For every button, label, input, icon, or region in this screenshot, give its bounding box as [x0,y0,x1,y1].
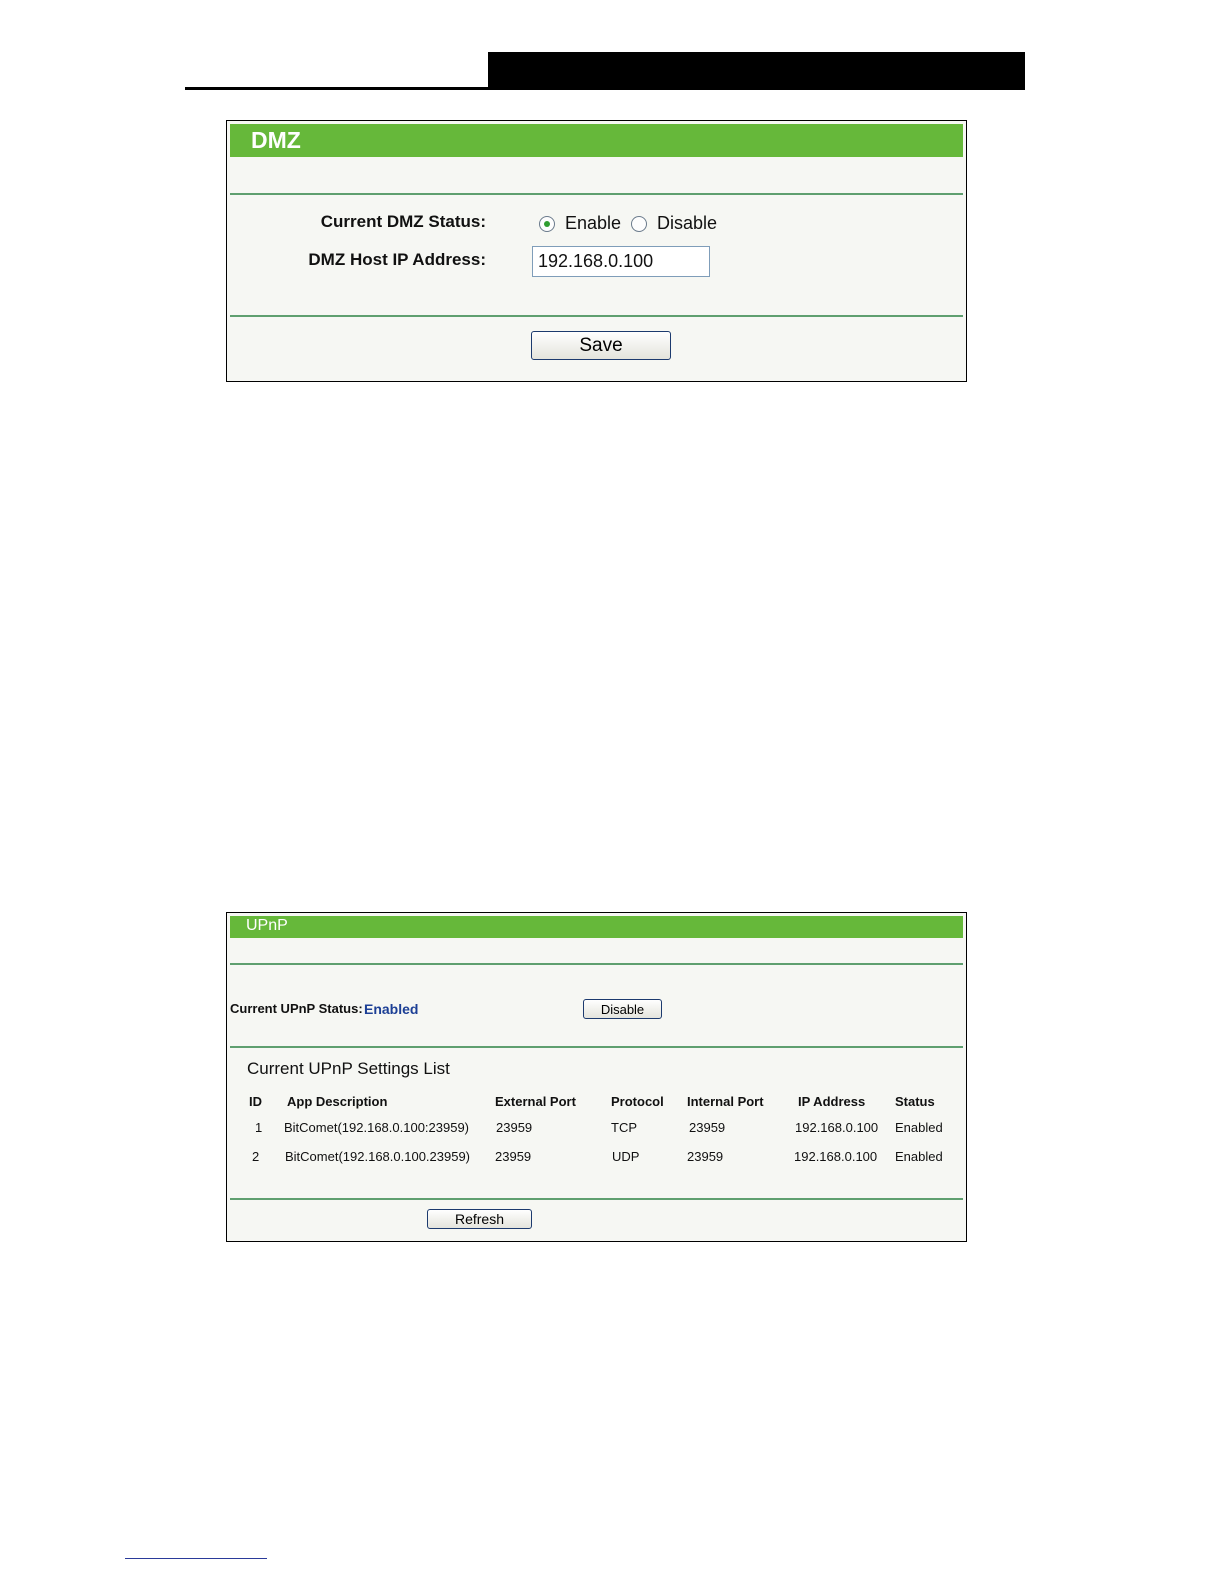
upnp-title: UPnP [246,917,288,934]
divider [230,315,963,317]
column-header-external-port: External Port [495,1094,576,1109]
cell-ip-address: 192.168.0.100 [795,1120,879,1135]
cell-external-port: 23959 [495,1149,532,1164]
column-header-app-description: App Description [287,1094,388,1109]
cell-external-port: 23959 [496,1120,533,1135]
cell-id: 1 [255,1120,263,1135]
column-header-internal-port: Internal Port [687,1094,764,1109]
dmz-title-bar [230,124,963,157]
enable-radio[interactable] [539,216,555,232]
page-header-rule [185,87,1025,90]
dmz-host-ip-label: DMZ Host IP Address: [308,250,486,269]
disable-radio[interactable] [631,216,647,232]
column-header-ip-address: IP Address [798,1094,866,1109]
cell-status: Enabled [895,1149,943,1164]
upnp-disable-button[interactable]: Disable [583,999,662,1019]
cell-internal-port: 23959 [687,1149,724,1164]
enable-radio-label[interactable]: Enable [565,213,622,233]
column-header-id: ID [249,1094,262,1109]
cell-ip-address: 192.168.0.100 [794,1149,878,1164]
cell-internal-port: 23959 [689,1120,726,1135]
cell-protocol: UDP [612,1149,640,1164]
upnp-panel [226,912,967,1242]
divider [230,193,963,195]
divider [230,1046,963,1048]
footer-link-underline [125,1558,267,1559]
divider [230,963,963,965]
upnp-status-label: Current UPnP Status: [230,1001,363,1016]
column-header-protocol: Protocol [611,1094,664,1109]
upnp-title-bar [230,916,963,938]
page-header-band [488,52,1025,89]
dmz-panel [226,120,967,382]
dmz-status-label: Current DMZ Status: [320,212,486,231]
cell-status: Enabled [895,1120,943,1135]
cell-id: 2 [252,1149,260,1164]
dmz-host-ip-input[interactable] [532,246,710,277]
cell-app-description: BitComet(192.168.0.100.23959) [285,1149,471,1164]
upnp-list-title: Current UPnP Settings List [247,1059,450,1078]
upnp-status-value: Enabled [364,1001,419,1017]
cell-protocol: TCP [611,1120,637,1135]
column-header-status: Status [895,1094,935,1109]
refresh-button[interactable]: Refresh [427,1209,532,1229]
save-button[interactable]: Save [531,331,671,360]
cell-app-description: BitComet(192.168.0.100:23959) [284,1120,470,1135]
dmz-title: DMZ [251,127,301,153]
divider [230,1198,963,1200]
disable-radio-label[interactable]: Disable [657,213,718,233]
